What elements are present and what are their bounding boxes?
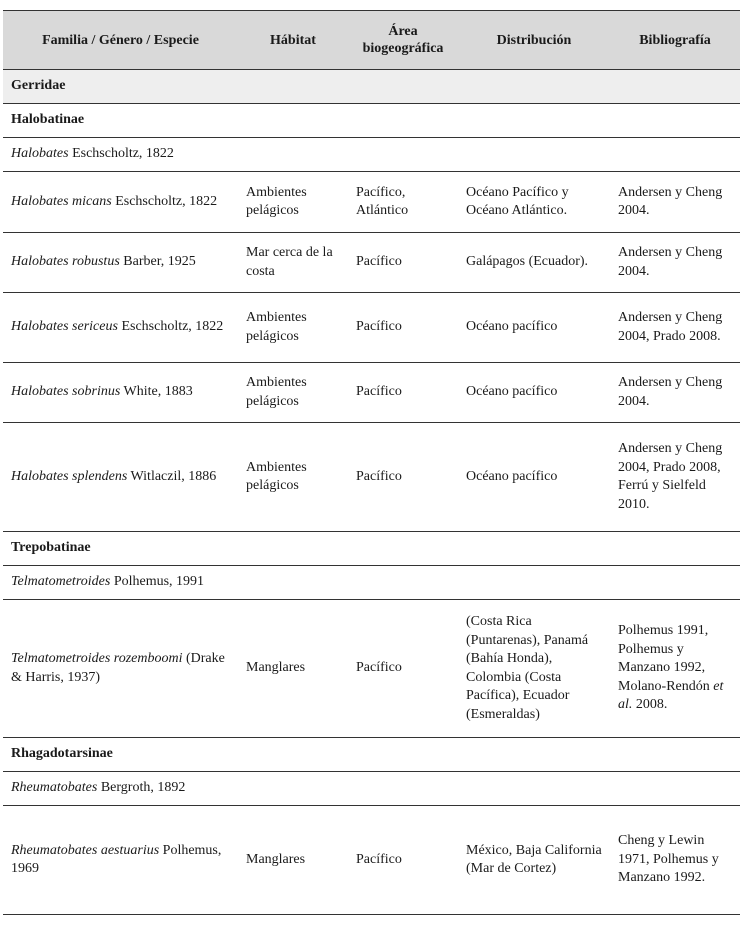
subfamily-name: Halobatinae: [3, 104, 740, 138]
header-taxon: Familia / Género / Especie: [3, 11, 238, 70]
species-name: Telmatometroides rozemboomi: [11, 651, 183, 666]
species-row: [3, 363, 740, 423]
species-author: Polhemus, 1969: [11, 842, 222, 876]
species-author: (Drake & Harris, 1937): [11, 651, 225, 685]
subfamily-name: Trepobatinae: [3, 532, 740, 566]
species-name: Halobates sericeus: [11, 319, 118, 335]
species-author: Eschscholtz, 1822: [111, 193, 218, 209]
habitat-cell: Manglares: [238, 600, 348, 738]
bibliography-cell: Andersen y Cheng 2004.: [610, 363, 740, 423]
area-cell: Pacífico: [348, 233, 458, 293]
habitat-cell: Manglares: [238, 806, 348, 915]
area-cell: Pacífico: [348, 363, 458, 423]
species-cell: [3, 600, 238, 738]
habitat-cell: Ambientes pelágicos: [238, 363, 348, 423]
subfamily-name: Rhagadotarsinae: [3, 738, 740, 772]
species-name: Halobates sobrinus: [11, 384, 121, 400]
genus-cell: [3, 772, 740, 806]
species-cell: [3, 293, 238, 363]
distribution-cell: México, Baja California (Mar de Cortez): [458, 806, 610, 915]
subfamily-row: [3, 738, 740, 772]
species-name: Halobates robustus: [11, 254, 120, 270]
species-row: [3, 293, 740, 363]
species-cell: [3, 423, 238, 532]
family-name: Gerridae: [3, 70, 740, 104]
genus-author: Bergroth, 1892: [97, 780, 186, 796]
area-cell: Pacífico: [348, 293, 458, 363]
table-body: [3, 70, 740, 915]
subfamily-row: [3, 532, 740, 566]
distribution-cell: Océano pacífico: [458, 363, 610, 423]
header-area-label: Área biogeográfica: [362, 24, 444, 56]
distribution-cell: Océano pacífico: [458, 293, 610, 363]
genus-row: [3, 138, 740, 172]
subfamily-row: [3, 104, 740, 138]
distribution-cell: Galápagos (Ecuador).: [458, 233, 610, 293]
distribution-cell: (Costa Rica (Puntarenas), Panamá (Bahía Honda), Colombia (Costa Pacífica), Ecuador (Esmeraldas): [458, 600, 610, 738]
species-cell: [3, 806, 238, 915]
bibliography-year: 2008.: [632, 697, 668, 713]
bibliography-cell: Andersen y Cheng 2004, Prado 2008.: [610, 293, 740, 363]
bibliography-cell: Andersen y Cheng 2004, Prado 2008, Ferrú y Sielfeld 2010.: [610, 423, 740, 532]
bibliography-cell: Cheng y Lewin 1971, Polhemus y Manzano 1992.: [610, 806, 740, 915]
header-bibliography: Bibliografía: [610, 11, 740, 70]
bibliography-text: Polhemus 1991, Polhemus y Manzano 1992, Molano-Rendón: [618, 623, 714, 694]
distribution-cell: Océano pacífico: [458, 423, 610, 532]
bibliography-cell: [610, 600, 740, 738]
genus-author: Eschscholtz, 1822: [68, 146, 174, 162]
header-habitat: Hábitat: [238, 11, 348, 70]
genus-name: Rheumatobates: [11, 780, 98, 796]
genus-cell: [3, 566, 740, 600]
habitat-cell: Ambientes pelágicos: [238, 423, 348, 532]
area-cell: Pacífico: [348, 806, 458, 915]
bibliography-cell: Andersen y Cheng 2004.: [610, 233, 740, 293]
habitat-cell: Ambientes pelágicos: [238, 172, 348, 233]
genus-row: [3, 772, 740, 806]
species-author: Barber, 1925: [119, 254, 196, 270]
species-row: [3, 806, 740, 915]
species-row: [3, 423, 740, 532]
genus-row: [3, 566, 740, 600]
table-header: [3, 11, 740, 70]
species-author: Witlaczil, 1886: [127, 468, 217, 484]
genus-author: Polhemus, 1991: [110, 574, 205, 590]
distribution-cell: Océano Pacífico y Océano Atlántico.: [458, 172, 610, 233]
bibliography-etal: et al.: [618, 678, 724, 713]
species-name: Rheumatobates aestuarius: [11, 842, 160, 858]
species-row: [3, 600, 740, 738]
species-cell: [3, 233, 238, 293]
species-cell: [3, 363, 238, 423]
species-row: [3, 172, 740, 233]
header-row: [3, 11, 740, 70]
family-row: [3, 70, 740, 104]
species-author: Eschscholtz, 1822: [117, 319, 224, 335]
species-name: Halobates micans: [11, 193, 112, 209]
habitat-cell: Mar cerca de la costa: [238, 233, 348, 293]
genus-name: Telmatometroides: [11, 574, 111, 590]
species-row: [3, 233, 740, 293]
header-area: [348, 11, 458, 70]
habitat-cell: Ambientes pelágicos: [238, 293, 348, 363]
area-cell: Pacífico: [348, 600, 458, 738]
species-cell: [3, 172, 238, 233]
header-distribution: Distribución: [458, 11, 610, 70]
genus-name: Halobates: [11, 146, 69, 162]
area-cell: Pacífico: [348, 423, 458, 532]
bibliography-cell: Andersen y Cheng 2004.: [610, 172, 740, 233]
area-cell: Pacífico, Atlántico: [348, 172, 458, 233]
species-name: Halobates splendens: [11, 468, 128, 484]
genus-cell: [3, 138, 740, 172]
species-author: White, 1883: [120, 384, 193, 400]
species-table: [3, 10, 740, 915]
